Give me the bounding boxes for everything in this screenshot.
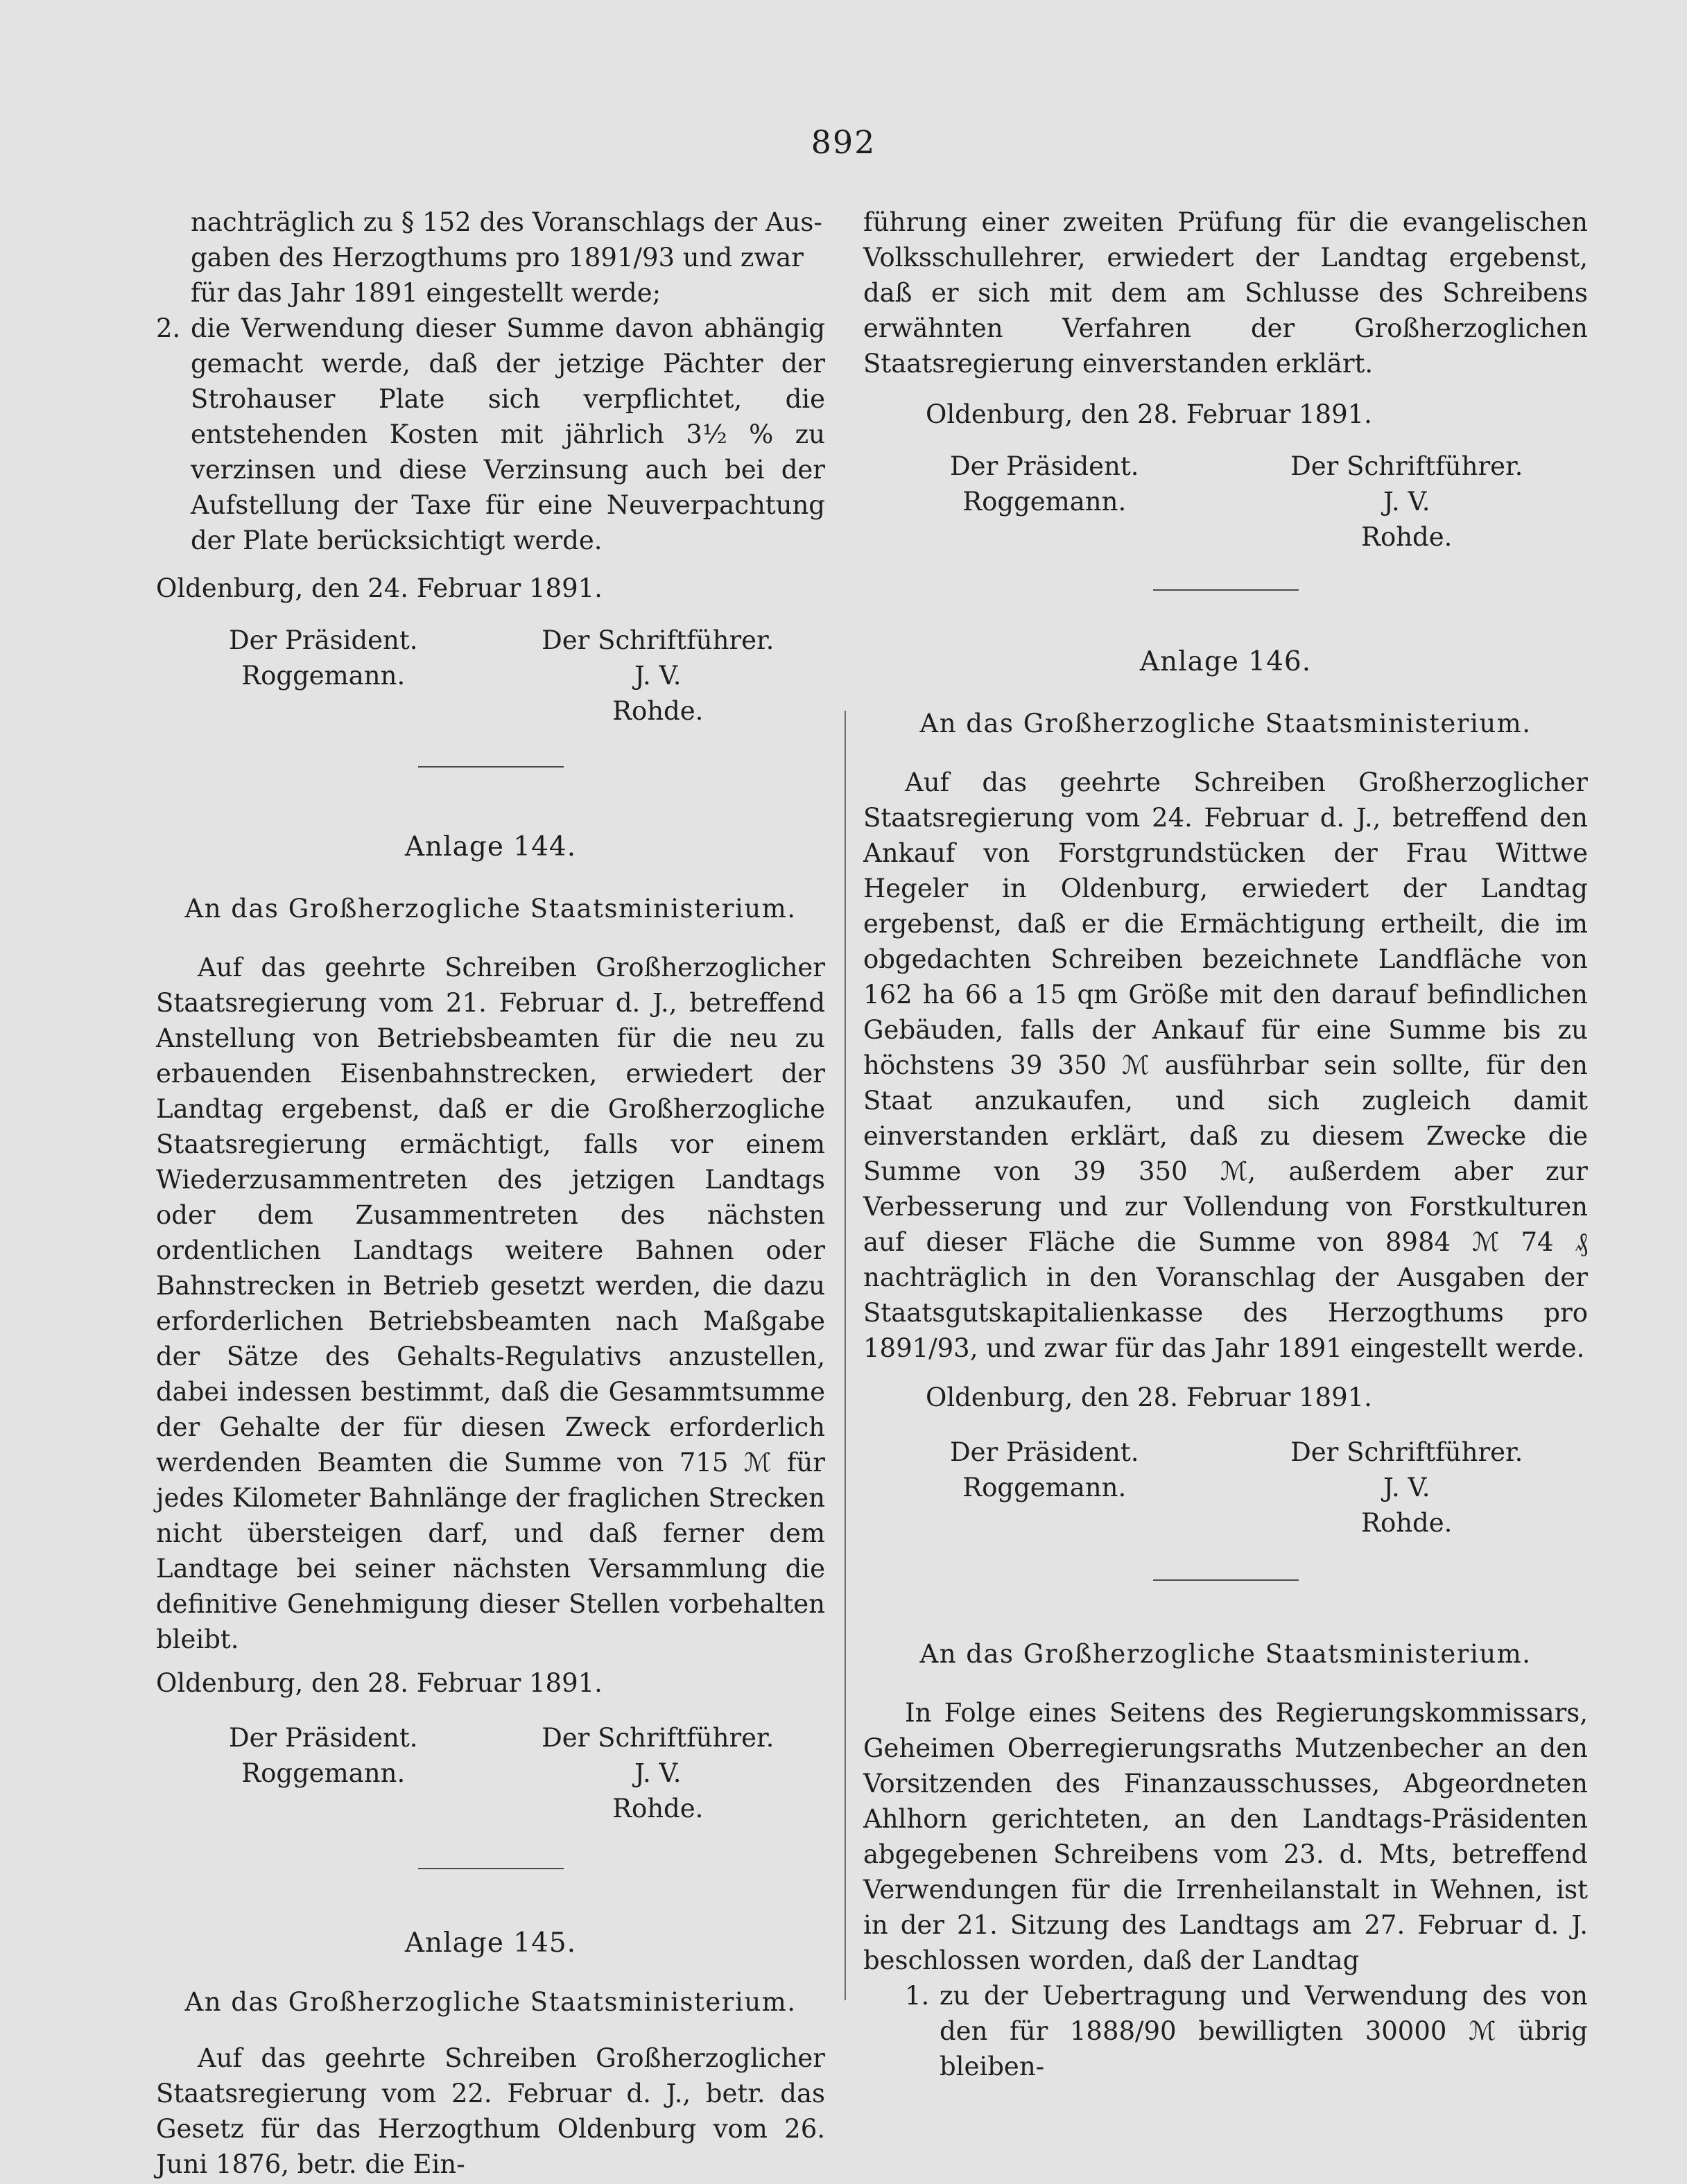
text-line: für das Jahr 1891 eingestellt werde;	[191, 278, 661, 308]
left-column	[156, 205, 825, 2182]
secretary-title: Der Schriftführer.	[542, 625, 775, 655]
text-line: gaben des Herzogthums pro 1891/93 und zwar	[191, 243, 804, 272]
text-line: nachträglich zu § 152 des Voranschlags der Aus-	[191, 207, 822, 237]
secretary-iv: J. V.	[634, 661, 682, 691]
secretary-title: Der Schriftführer.	[542, 1723, 775, 1753]
list-item-2	[156, 311, 825, 558]
secretary-name: Rohde.	[612, 1794, 704, 1823]
secretary-iv: J. V.	[634, 1758, 682, 1788]
president-title: Der Präsident.	[228, 625, 418, 655]
item-number: 2.	[156, 313, 181, 343]
president-title: Der Präsident.	[949, 1437, 1139, 1467]
president-name: Roggemann.	[962, 487, 1127, 517]
section-rule	[1153, 1579, 1299, 1581]
place-date: Oldenburg, den 24. Februar 1891.	[156, 573, 603, 603]
signature-block	[156, 1720, 825, 1826]
page-number: 892	[811, 123, 876, 161]
annex-146-address: An das Großherzogliche Staatsministerium.	[919, 709, 1532, 738]
president-name: Roggemann.	[962, 1473, 1127, 1502]
signature-block	[863, 1435, 1588, 1541]
annex-145-title: Anlage 145.	[404, 1927, 577, 1959]
annex-145-body: Auf das geehrte Schreiben Großherzoglicher Staatsregierung vom 22. Februar d. J., betr. das Gesetz für das Herzogthum Oldenburg vom 26. Juni 1876, betr. die Ein-	[156, 2043, 825, 2179]
secretary-title: Der Schriftführer.	[1290, 451, 1523, 481]
president-name: Roggemann.	[241, 661, 406, 691]
continued-text: führung einer zweiten Prüfung für die evangelischen Volksschullehrer, erwiedert der Landtag ergebenst, daß er sich mit dem am Schlusse des Schreibens erwähnten Verfahren der Großherzoglichen Staatsregierung einverstanden erklärt.	[863, 207, 1588, 379]
annex-144-body: Auf das geehrte Schreiben Großherzoglicher Staatsregierung vom 21. Februar d. J., betreffend Anstellung von Betriebsbeamten für die neu zu erbauenden Eisenbahnstrecken, erwiedert der Landtag ergebenst, daß er die Großherzogliche Staatsregierung ermächtigt, falls vor einem Wiederzusammentreten des jetzigen Landtags oder dem Zusammentreten des nächsten ordentlichen Landtags weitere Bahnen oder Bahnstrecken in Betrieb gesetzt werden, die dazu erforderlichen Betriebsbeamten nach Maßgabe der Sätze des Gehalts-Regulativs anzustellen, dabei indessen bestimmt, daß die Gesammtsumme der Gehalte der für diesen Zweck erforderlich werdenden Beamten die Summe von 715 ℳ für jedes Kilometer Bahnlänge der fraglichen Strecken nicht übersteigen darf, und daß ferner dem Landtage bei seiner nächsten Versammlung die definitive Genehmigung dieser Stellen vorbehalten bleibt.	[156, 953, 825, 1654]
signature-block	[156, 623, 825, 729]
next-section-body: In Folge eines Seitens des Regierungskommissars, Geheimen Oberregierungsraths Mutzenbecher an den Vorsitzenden des Finanzausschusses, Abgeordneten Ahlhorn gerichteten, an den Landtags-Präsidenten abgegebenen Schreibens vom 23. d. Mts, betreffend Verwendungen für die Irrenheilanstalt in Wehnen, ist in der 21. Sitzung des Landtags am 27. Februar d. J. beschlossen worden, daß der Landtag	[863, 1698, 1588, 1975]
place-date: Oldenburg, den 28. Februar 1891.	[926, 1383, 1372, 1412]
annex-146-title: Anlage 146.	[1139, 646, 1312, 677]
annex-144-title: Anlage 144.	[404, 831, 577, 863]
item-text: die Verwendung dieser Summe davon abhängig gemacht werde, daß der jetzige Pächter der Strohauser Plate sich verpflichtet, die entstehenden Kosten mit jährlich 3½ % zu verzinsen und diese Verzinsung auch bei der Aufstellung der Taxe für eine Neuverpachtung der Plate berücksichtigt werde.	[191, 313, 825, 555]
item-number: 1.	[905, 1981, 930, 2011]
section-rule	[1153, 589, 1299, 591]
annex-145-address: An das Großherzogliche Staatsministerium.	[184, 1987, 797, 2017]
signature-block	[863, 449, 1588, 555]
secretary-name: Rohde.	[1361, 522, 1453, 552]
item-text: zu der Uebertragung und Verwendung des von den für 1888/90 bewilligten 30000 ℳ übrig bleiben-	[940, 1981, 1588, 2081]
next-section-address: An das Großherzogliche Staatsministerium.	[919, 1639, 1532, 1669]
continued-item-1	[156, 205, 825, 311]
president-title: Der Präsident.	[228, 1723, 418, 1753]
secretary-name: Rohde.	[612, 696, 704, 726]
secretary-title: Der Schriftführer.	[1290, 1437, 1523, 1467]
list-item-1	[863, 1978, 1588, 2084]
section-rule	[418, 766, 564, 768]
president-title: Der Präsident.	[949, 451, 1139, 481]
secretary-iv: J. V.	[1383, 1473, 1430, 1502]
president-name: Roggemann.	[241, 1758, 406, 1788]
right-column	[863, 205, 1588, 2084]
secretary-iv: J. V.	[1383, 487, 1430, 517]
column-divider	[845, 711, 846, 2000]
place-date: Oldenburg, den 28. Februar 1891.	[926, 399, 1372, 429]
annex-144-address: An das Großherzogliche Staatsministerium.	[184, 894, 797, 924]
secretary-name: Rohde.	[1361, 1508, 1453, 1538]
section-rule	[418, 1868, 564, 1869]
place-date: Oldenburg, den 28. Februar 1891.	[156, 1668, 603, 1698]
annex-146-body: Auf das geehrte Schreiben Großherzoglicher Staatsregierung vom 24. Februar d. J., betreffend den Ankauf von Forstgrundstücken der Frau Wittwe Hegeler in Oldenburg, erwiedert der Landtag ergebenst, daß er die Ermächtigung ertheilt, die im obgedachten Schreiben bezeichnete Landfläche von 162 ha 66 a 15 qm Größe mit den darauf befindlichen Gebäuden, falls der Ankauf für eine Summe bis zu höchstens 39 350 ℳ ausführbar sein sollte, für den Staat anzukaufen, und sich zugleich damit einverstanden erklärt, daß zu diesem Zwecke die Summe von 39 350 ℳ, außerdem aber zur Verbesserung und zur Vollendung von Forstkulturen auf dieser Fläche die Summe von 8984 ℳ 74 ₰ nachträglich in den Voranschlag der Ausgaben der Staatsgutskapitalienkasse des Herzogthums pro 1891/93, und zwar für das Jahr 1891 eingestellt werde.	[863, 768, 1588, 1363]
